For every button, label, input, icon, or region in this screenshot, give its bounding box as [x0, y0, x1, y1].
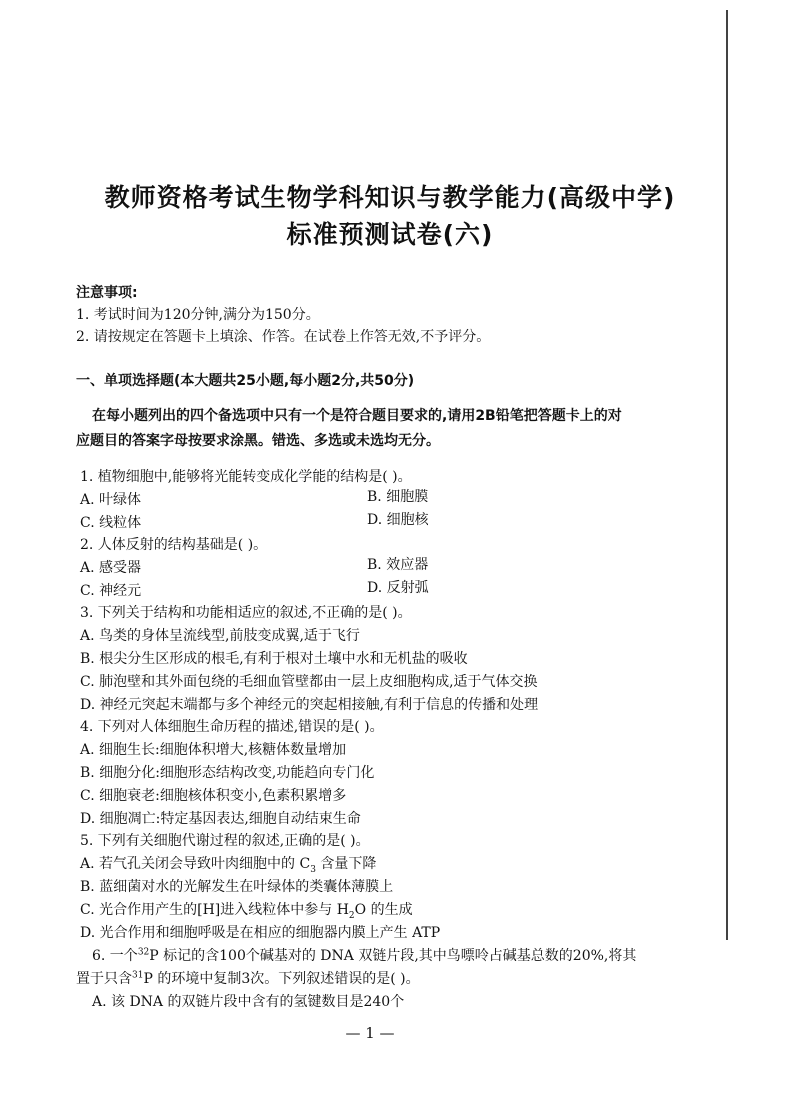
q6-stem-line2-superscript: 31: [132, 970, 144, 981]
q6-stem-text-1: 6. 一个: [92, 948, 138, 964]
q6-stem-superscript: 32: [137, 947, 150, 958]
section-instruction-line2: 应题目的答案字母按要求涂黑。错选、多选或未选均无分。: [76, 433, 440, 449]
scan-edge-line: [726, 10, 728, 940]
q5-option-d: D. 光合作用和细胞呼吸是在相应的细胞器内膜上产生 ATP: [80, 925, 441, 941]
q6-stem-line2: [76, 968, 420, 988]
q5-option-a-text-2: 含量下降: [315, 856, 377, 872]
q5-option-a: [80, 853, 376, 875]
q6-stem-line1: [92, 945, 636, 965]
q6-stem-line2-text-2: P 的环境中复制3次。下列叙述错误的是( )。: [143, 971, 420, 987]
q3-option-b: B. 根尖分生区形成的根毛,有利于根对土壤中水和无机盐的吸收: [80, 651, 468, 667]
q5-option-c: [80, 899, 413, 921]
q3-stem: 3. 下列关于结构和功能相适应的叙述,不正确的是( )。: [80, 605, 412, 621]
q4-option-a: A. 细胞生长:细胞体积增大,核糖体数量增加: [80, 742, 347, 758]
q1-stem: 1. 植物细胞中,能够将光能转变成化学能的结构是( )。: [80, 469, 412, 485]
q6-option-a: A. 该 DNA 的双链片段中含有的氢键数目是240个: [92, 994, 405, 1010]
section-instruction-line1: 在每小题列出的四个备选项中只有一个是符合题目要求的,请用2B铅笔把答题卡上的对: [92, 408, 622, 424]
q4-option-d: D. 细胞凋亡:特定基因表达,细胞自动结束生命: [80, 811, 361, 827]
q1-option-b: B. 细胞膜: [367, 489, 429, 505]
q5-option-a-text-1: A. 若气孔关闭会导致叶肉细胞中的 C: [80, 856, 311, 872]
q2-stem: 2. 人体反射的结构基础是( )。: [80, 537, 268, 553]
q3-option-c: C. 肺泡壁和其外面包绕的毛细血管壁都由一层上皮细胞构成,适于气体交换: [80, 674, 538, 690]
section-heading: 一、单项选择题(本大题共25小题,每小题2分,共50分): [76, 373, 415, 389]
exam-title-line2: 标准预测试卷(六): [286, 220, 494, 249]
notice-heading: 注意事项:: [76, 285, 138, 301]
q1-option-d: D. 细胞核: [367, 512, 429, 528]
q2-option-d: D. 反射弧: [367, 580, 429, 596]
page-number: — 1 —: [345, 1024, 395, 1042]
q2-option-a: A. 感受器: [80, 560, 142, 576]
q1-option-c: C. 线粒体: [80, 515, 142, 531]
q3-option-d: D. 神经元突起末端都与多个神经元的突起相接触,有利于信息的传播和处理: [80, 697, 539, 713]
q5-option-c-text-1: C. 光合作用产生的[H]进入线粒体中参与 H: [80, 902, 349, 918]
q4-option-c: C. 细胞衰老:细胞核体积变小,色素积累增多: [80, 788, 347, 804]
q5-option-a-subscript: 3: [310, 864, 316, 875]
q5-option-c-subscript: 2: [348, 910, 355, 921]
q2-option-c: C. 神经元: [80, 583, 142, 599]
q1-option-a: A. 叶绿体: [80, 492, 142, 508]
notice-item-1: 1. 考试时间为120分钟,满分为150分。: [76, 307, 320, 323]
q5-option-c-text-2: O 的生成: [354, 902, 413, 918]
q4-option-b: B. 细胞分化:细胞形态结构改变,功能趋向专门化: [80, 765, 375, 781]
q6-stem-text-2: P 标记的含100个碱基对的 DNA 双链片段,其中鸟嘌呤占碱基总数的20%,将其: [149, 948, 637, 964]
q4-stem: 4. 下列对人体细胞生命历程的描述,错误的是( )。: [80, 719, 384, 735]
exam-title-line1: 教师资格考试生物学科知识与教学能力(高级中学): [104, 183, 676, 212]
q2-option-b: B. 效应器: [367, 557, 429, 573]
q6-stem-line2-text-1: 置于只含: [76, 971, 132, 987]
q5-option-b: B. 蓝细菌对水的光解发生在叶绿体的类囊体薄膜上: [80, 879, 394, 895]
notice-item-2: 2. 请按规定在答题卡上填涂、作答。在试卷上作答无效,不予评分。: [76, 329, 491, 345]
q5-stem: 5. 下列有关细胞代谢过程的叙述,正确的是( )。: [80, 833, 370, 849]
q3-option-a: A. 鸟类的身体呈流线型,前肢变成翼,适于飞行: [80, 628, 360, 644]
